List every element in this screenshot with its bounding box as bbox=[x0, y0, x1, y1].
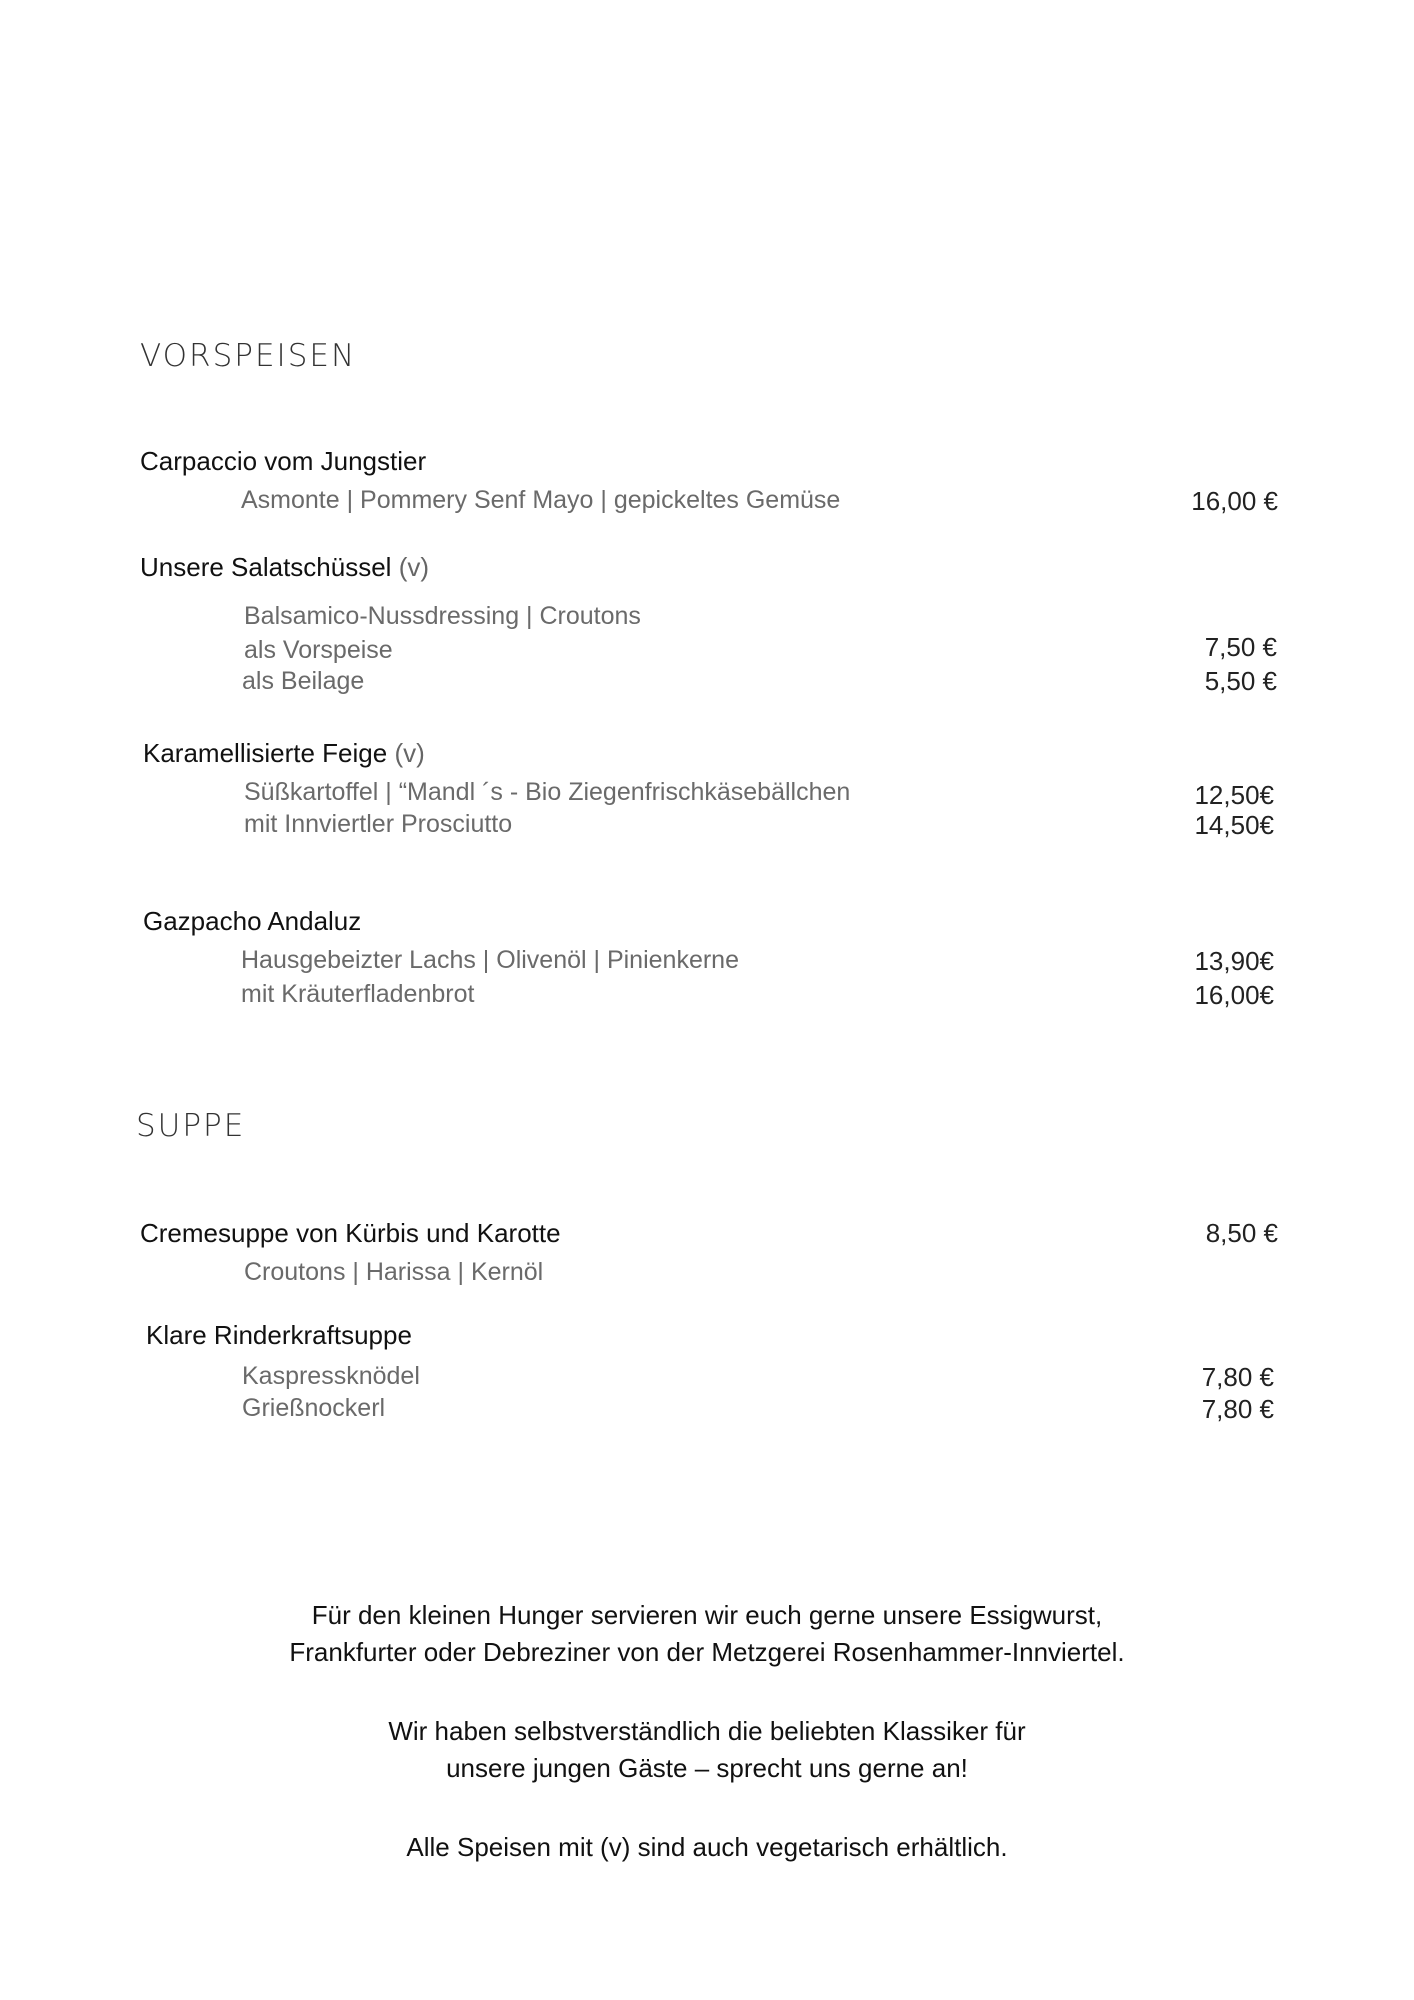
dish-name-feige bbox=[143, 738, 425, 769]
dish-option-griessnockerl: Grießnockerl bbox=[242, 1394, 386, 1422]
footer-vegetarian-note: Alle Speisen mit (v) sind auch vegetarisch erhältlich. bbox=[406, 1832, 1008, 1862]
dish-name-text: Karamellisierte Feige bbox=[143, 738, 388, 768]
dish-description-carpaccio: Asmonte | Pommery Senf Mayo | gepickeltes Gemüse bbox=[241, 486, 841, 514]
footer-note-line-1: Für den kleinen Hunger servieren wir euch gerne unsere Essigwurst, bbox=[311, 1600, 1103, 1630]
dish-description-cremesuppe: Croutons | Harissa | Kernöl bbox=[244, 1258, 544, 1286]
dish-option-kaspressknoedel: Kaspressknödel bbox=[242, 1362, 420, 1390]
dish-option-prosciutto: mit Innviertler Prosciutto bbox=[244, 810, 513, 838]
dish-name-cremesuppe: Cremesuppe von Kürbis und Karotte bbox=[140, 1218, 561, 1248]
dish-option-kraeuterfladenbrot: mit Kräuterfladenbrot bbox=[241, 980, 475, 1008]
dish-price-salatschuessel-beilage: 5,50 € bbox=[1204, 666, 1277, 696]
dish-price-feige-prosciutto: 14,50€ bbox=[1194, 810, 1274, 840]
footer-note-line-2: Frankfurter oder Debreziner von der Metzgerei Rosenhammer-Innviertel. bbox=[289, 1637, 1125, 1667]
dish-name-carpaccio: Carpaccio vom Jungstier bbox=[140, 446, 427, 476]
dish-price-gazpacho: 13,90€ bbox=[1194, 946, 1274, 976]
dish-price-cremesuppe: 8,50 € bbox=[1205, 1218, 1278, 1248]
footer-note-line-4: unsere jungen Gäste – sprecht uns gerne an! bbox=[446, 1753, 968, 1783]
dish-price-kaspressknoedel: 7,80 € bbox=[1201, 1362, 1274, 1392]
dish-description-salatschuessel: Balsamico-Nussdressing | Croutons bbox=[244, 602, 641, 630]
dish-price-griessnockerl: 7,80 € bbox=[1201, 1394, 1274, 1424]
section-title-suppe: SUPPE bbox=[136, 1108, 246, 1144]
dish-name-salatschuessel bbox=[140, 552, 429, 583]
dish-name-rinderkraftsuppe: Klare Rinderkraftsuppe bbox=[146, 1320, 412, 1350]
dish-price-carpaccio: 16,00 € bbox=[1191, 486, 1278, 516]
dish-option-beilage: als Beilage bbox=[242, 667, 365, 695]
dish-name-text: Unsere Salatschüssel bbox=[140, 552, 392, 582]
dish-description-feige: Süßkartoffel | “Mandl ´s - Bio Ziegenfrischkäsebällchen bbox=[244, 778, 851, 806]
dish-price-gazpacho-fladenbrot: 16,00€ bbox=[1194, 980, 1274, 1010]
dish-description-gazpacho: Hausgebeizter Lachs | Olivenöl | Pinienkerne bbox=[241, 946, 739, 974]
dish-name-gazpacho: Gazpacho Andaluz bbox=[143, 906, 362, 936]
vegetarian-marker: (v) bbox=[394, 738, 425, 768]
section-title-vorspeisen: VORSPEISEN bbox=[140, 338, 357, 374]
footer-note-line-3: Wir haben selbstverständlich die beliebten Klassiker für bbox=[388, 1716, 1026, 1746]
dish-option-vorspeise: als Vorspeise bbox=[244, 636, 393, 664]
vegetarian-marker: (v) bbox=[398, 552, 430, 582]
dish-price-feige: 12,50€ bbox=[1194, 780, 1274, 810]
dish-price-salatschuessel-vorspeise: 7,50 € bbox=[1204, 632, 1277, 662]
